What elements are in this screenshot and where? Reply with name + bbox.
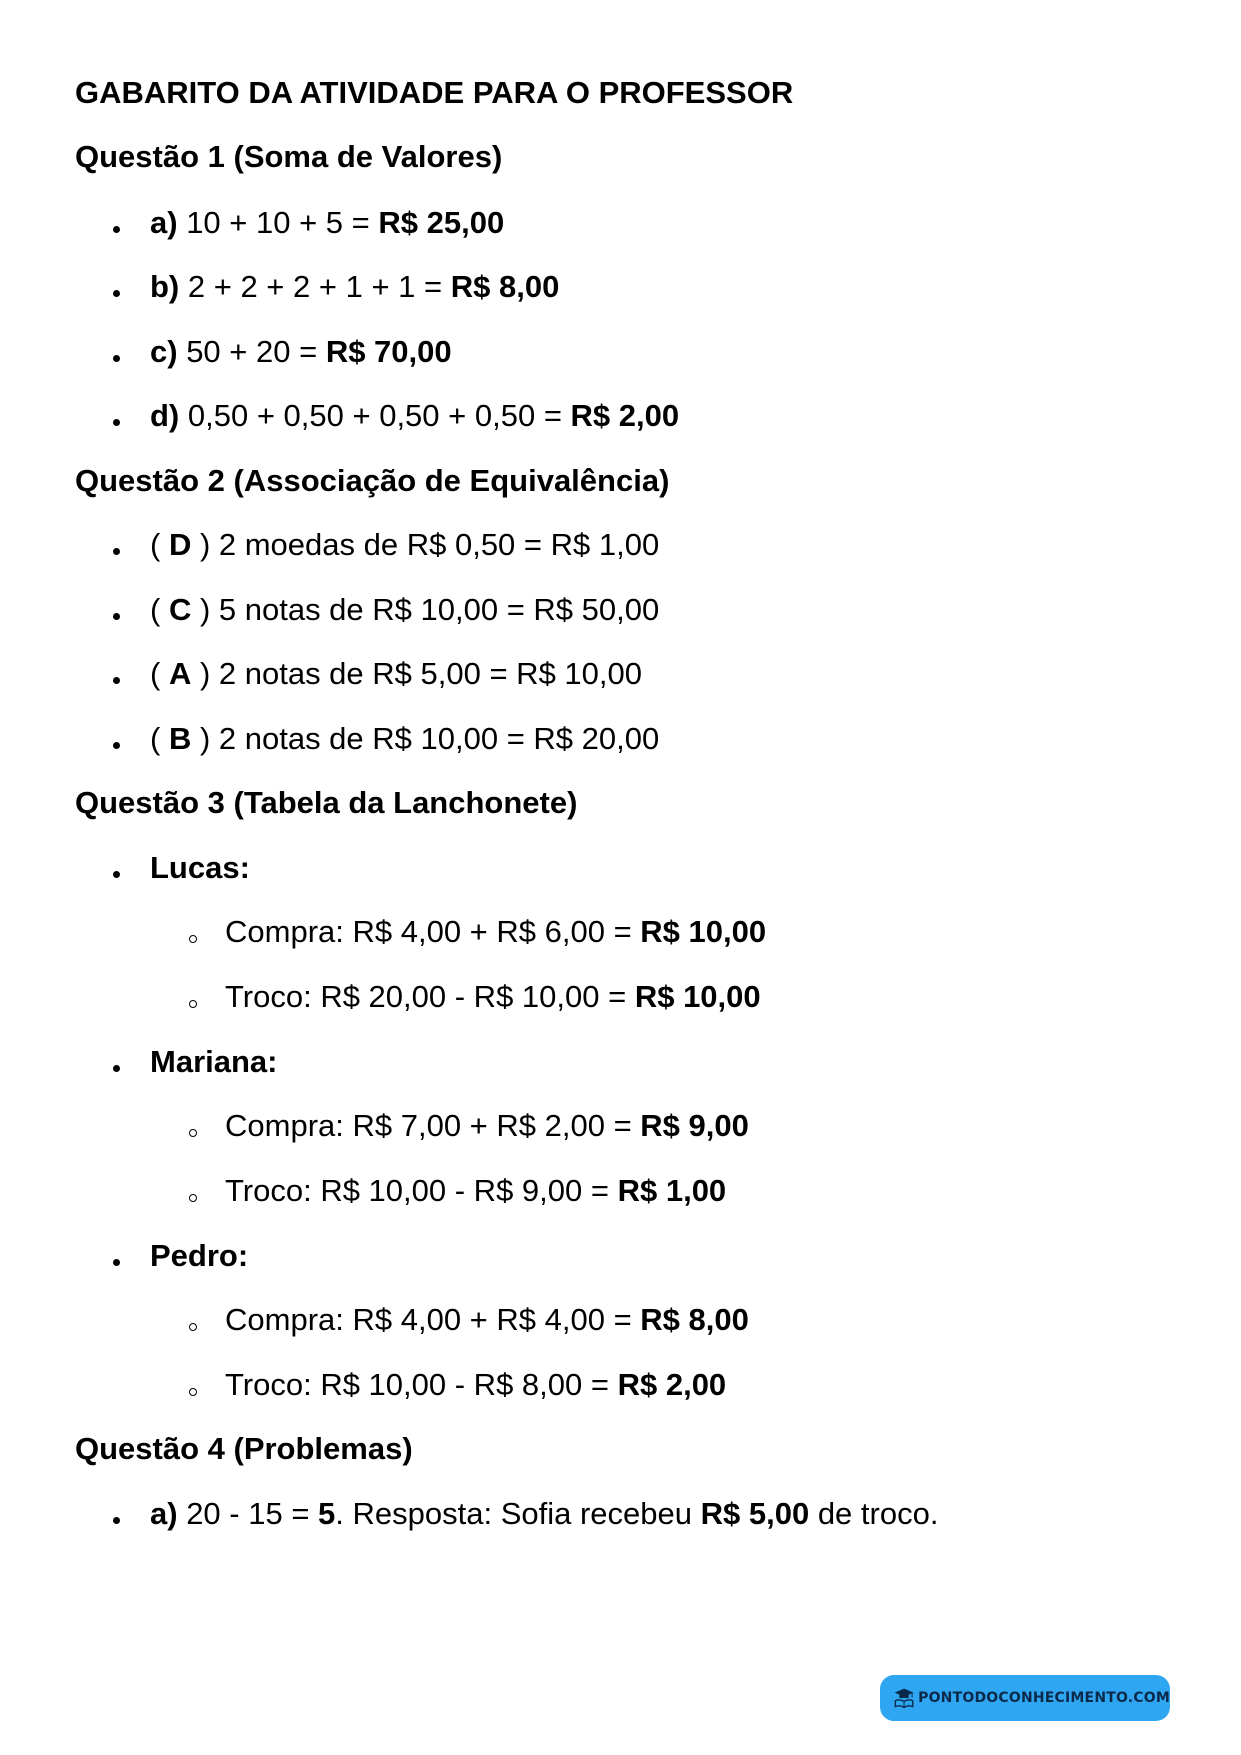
page-title: GABARITO DA ATIVIDADE PARA O PROFESSOR (75, 75, 794, 110)
item-label: a) (150, 205, 178, 240)
sub-bullet (189, 1323, 197, 1331)
q2-item-a (150, 654, 642, 694)
sub-bullet (189, 1129, 197, 1137)
item-text: . Resposta: Sofia recebeu (335, 1496, 701, 1531)
troco-text: Troco: R$ 10,00 - R$ 9,00 = (225, 1173, 618, 1208)
lucas-compra (225, 912, 766, 952)
troco-answer: R$ 2,00 (617, 1367, 727, 1402)
item-text: 2 + 2 + 2 + 1 + 1 = (179, 269, 451, 304)
item-label: a) (150, 1496, 178, 1531)
graduation-book-icon (892, 1680, 916, 1716)
q4-item-a (150, 1494, 938, 1534)
item-text: 50 + 20 = (177, 334, 326, 369)
item-text: 0,50 + 0,50 + 0,50 + 0,50 = (179, 398, 571, 433)
q1-item-a (150, 203, 504, 243)
q2-item-b (150, 719, 659, 759)
pedro-compra (225, 1300, 749, 1340)
item-text: ) 2 moedas de R$ 0,50 = R$ 1,00 (191, 527, 660, 562)
compra-text: Compra: R$ 4,00 + R$ 4,00 = (225, 1302, 641, 1337)
item-letter: D (168, 527, 192, 562)
item-text: de troco. (809, 1496, 939, 1531)
q4-heading: Questão 4 (Problemas) (75, 1431, 413, 1466)
logo-text: PONTODOCONHECIMENTO.COM (918, 1690, 1170, 1706)
sub-bullet (189, 1194, 197, 1202)
mariana-compra (225, 1106, 749, 1146)
bullet (113, 871, 120, 878)
site-logo-badge[interactable] (880, 1675, 1170, 1721)
mariana-troco (225, 1171, 726, 1211)
bullet (113, 613, 120, 620)
compra-answer: R$ 9,00 (640, 1108, 749, 1143)
item-label: b) (150, 269, 180, 304)
bullet (113, 355, 120, 362)
bullet (113, 1517, 120, 1524)
pedro-troco (225, 1365, 726, 1405)
troco-text: Troco: R$ 10,00 - R$ 8,00 = (225, 1367, 618, 1402)
q1-heading: Questão 1 (Soma de Valores) (75, 139, 503, 174)
bullet (113, 290, 120, 297)
item-text: ) 2 notas de R$ 10,00 = R$ 20,00 (191, 721, 660, 756)
q1-item-c (150, 332, 452, 372)
item-text: 20 - 15 = (177, 1496, 319, 1531)
person-name-pedro: Pedro: (150, 1238, 249, 1273)
sub-bullet (189, 1000, 197, 1008)
item-text: 10 + 10 + 5 = (177, 205, 379, 240)
compra-text: Compra: R$ 7,00 + R$ 2,00 = (225, 1108, 641, 1143)
item-letter: B (168, 721, 192, 756)
troco-answer: R$ 1,00 (617, 1173, 727, 1208)
lucas-troco (225, 977, 761, 1017)
compra-text: Compra: R$ 4,00 + R$ 6,00 = (225, 914, 641, 949)
paren-open: ( (150, 527, 169, 562)
q2-item-d (150, 525, 659, 565)
bullet (113, 548, 120, 555)
compra-answer: R$ 8,00 (640, 1302, 749, 1337)
paren-open: ( (150, 592, 169, 627)
item-text: ) 5 notas de R$ 10,00 = R$ 50,00 (191, 592, 660, 627)
sub-bullet (189, 935, 197, 943)
item-answer: R$ 5,00 (700, 1496, 810, 1531)
item-result: 5 (318, 1496, 336, 1531)
item-letter: C (168, 592, 192, 627)
item-label: d) (150, 398, 180, 433)
q1-item-d (150, 396, 679, 436)
item-answer: R$ 8,00 (450, 269, 560, 304)
bullet (113, 419, 120, 426)
bullet (113, 1065, 120, 1072)
q2-item-c (150, 590, 659, 630)
bullet (113, 226, 120, 233)
bullet (113, 742, 120, 749)
sub-bullet (189, 1388, 197, 1396)
paren-open: ( (150, 721, 169, 756)
person-name-lucas: Lucas: (150, 850, 250, 885)
q2-heading: Questão 2 (Associação de Equivalência) (75, 463, 670, 498)
bullet (113, 677, 120, 684)
item-answer: R$ 2,00 (570, 398, 680, 433)
bullet (113, 1259, 120, 1266)
item-answer: R$ 70,00 (325, 334, 452, 369)
person-name-mariana: Mariana: (150, 1044, 278, 1079)
item-text: ) 2 notas de R$ 5,00 = R$ 10,00 (191, 656, 642, 691)
troco-text: Troco: R$ 20,00 - R$ 10,00 = (225, 979, 635, 1014)
item-answer: R$ 25,00 (378, 205, 505, 240)
paren-open: ( (150, 656, 169, 691)
compra-answer: R$ 10,00 (640, 914, 767, 949)
item-label: c) (150, 334, 178, 369)
q1-item-b (150, 267, 559, 307)
item-letter: A (168, 656, 192, 691)
q3-heading: Questão 3 (Tabela da Lanchonete) (75, 785, 578, 820)
troco-answer: R$ 10,00 (634, 979, 761, 1014)
